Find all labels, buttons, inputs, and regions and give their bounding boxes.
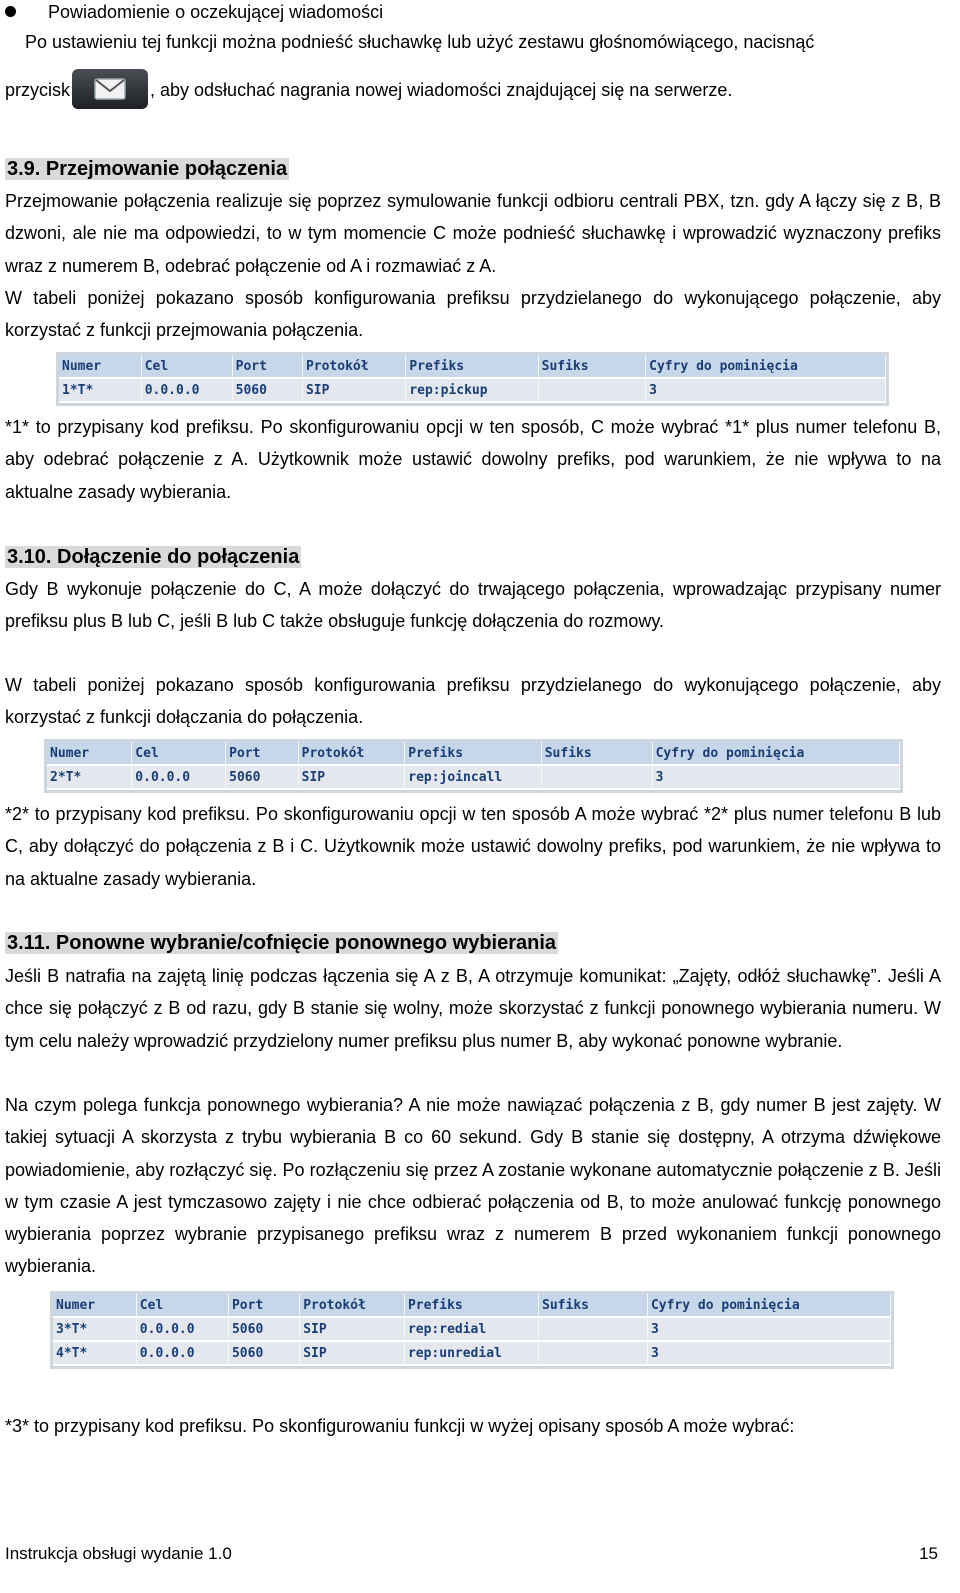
column-header: Cel	[142, 355, 233, 379]
section-3-10-paragraph-1: Gdy B wykonuje połączenie do C, A może dołączyć do trwającego połączenia, wprowadzając przypisany numer prefiksu plus B lub C, jeśli B lub C także obsługuje funkcję dołączenia do rozmowy.	[5, 579, 941, 632]
table-cell: rep:pickup	[406, 379, 538, 403]
column-header: Numer	[59, 355, 142, 379]
column-header: Protokół	[300, 1294, 405, 1318]
table-cell: 5060	[229, 1318, 300, 1342]
table-cell: 0.0.0.0	[132, 766, 226, 790]
table-cell: SIP	[300, 1318, 405, 1342]
table-cell	[539, 379, 647, 403]
table-cell: 3	[653, 766, 900, 790]
table-cell: SIP	[299, 766, 406, 790]
section-3-11-paragraph-1: Jeśli B natrafia na zajętą linię podczas łączenia się A z B, A otrzymuje komunikat: „Zajęty, odłóż słuchawkę”. Jeśli A chce się połączyć z B od razu, gdy B stanie się wolny, może skorzystać z funkcji ponownego wybierania numeru. W tym celu należy wprowadzić przydzielony numer prefiksu plus numer B, aby wykonać ponowne wybranie.	[5, 966, 941, 1051]
table-cell: 3	[648, 1318, 891, 1342]
table-header-row	[47, 742, 900, 766]
page-number: 15	[919, 1544, 938, 1563]
config-table-redial	[50, 1291, 894, 1369]
table-cell: 5060	[229, 1342, 300, 1366]
table-cell: 3	[646, 379, 886, 403]
bullet-icon	[5, 6, 16, 17]
voicemail-button	[72, 69, 148, 109]
table-header-row	[53, 1294, 891, 1318]
column-header: Protokół	[299, 742, 406, 766]
footer-title: Instrukcja obsługi wydanie 1.0	[5, 1544, 232, 1563]
table	[47, 742, 900, 790]
table-cell: 3	[648, 1342, 891, 1366]
table-header-row	[59, 355, 886, 379]
config-table-pickup	[56, 352, 889, 406]
section-3-9-paragraph-3: *1* to przypisany kod prefiksu. Po skonfigurowaniu opcji w ten sposób, C może wybrać *1* plus numer telefonu B, aby odebrać połączenie z A. Użytkownik może ustawić dowolny prefiks, pod warunkiem, że nie wpływa to na aktualne zasady wybierania.	[5, 417, 941, 502]
section-3-10-paragraph-2: W tabeli poniżej pokazano sposób konfigurowania prefiksu przydzielanego do wykonującego połączenie, aby korzystać z funkcji dołączania do połączenia.	[5, 675, 941, 728]
section-3-10-paragraph-3: *2* to przypisany kod prefiksu. Po skonfigurowaniu opcji w ten sposób A może wybrać *2* plus numer telefonu B lub C, aby dołączyć do połączenia z B i C. Użytkownik może ustawić dowolny prefiks, pod warunkiem, że nie wpływa to na aktualne zasady wybierania.	[5, 804, 941, 889]
notification-line2-before: przycisk	[5, 80, 71, 100]
column-header: Cel	[137, 1294, 229, 1318]
column-header: Port	[229, 1294, 300, 1318]
column-header: Prefiks	[405, 1294, 539, 1318]
table-cell: rep:redial	[405, 1318, 539, 1342]
table-cell: 1*T*	[59, 379, 142, 403]
column-header: Sufiks	[539, 355, 647, 379]
table-cell: rep:unredial	[405, 1342, 539, 1366]
column-header: Numer	[53, 1294, 137, 1318]
section-3-9-heading: 3.9. Przejmowanie połączenia	[7, 158, 288, 180]
table-cell: 3*T*	[53, 1318, 137, 1342]
column-header: Protokół	[303, 355, 406, 379]
column-header: Cyfry do pominięcia	[646, 355, 886, 379]
section-3-9-paragraph-1: Przejmowanie połączenia realizuje się poprzez symulowanie funkcji odbioru centrali PBX, tzn. gdy A łączy się z B, B dzwoni, ale nie ma odpowiedzi, to w tym momencie C może podnieść słuchawkę i wprowadzić wyznaczony prefiks wraz z numerem B, odebrać połączenie od A i rozmawiać z A.	[5, 191, 941, 276]
notification-line2	[5, 68, 941, 112]
section-3-9-paragraph-2: W tabeli poniżej pokazano sposób konfigurowania prefiksu przydzielanego do wykonującego połączenie, aby korzystać z funkcji przejmowania połączenia.	[5, 288, 941, 341]
column-header: Port	[233, 355, 303, 379]
notification-line1: Po ustawieniu tej funkcji można podnieść słuchawkę lub użyć zestawu głośnomówiącego, nacisnąć	[25, 32, 815, 52]
section-3-10-heading: 3.10. Dołączenie do połączenia	[7, 546, 300, 568]
table-cell	[539, 1342, 648, 1366]
column-header: Cyfry do pominięcia	[648, 1294, 891, 1318]
table	[59, 355, 886, 403]
column-header: Sufiks	[542, 742, 653, 766]
notification-title: Powiadomienie o oczekującej wiadomości	[48, 2, 384, 22]
table-row	[53, 1318, 891, 1342]
table-cell: 0.0.0.0	[137, 1342, 229, 1366]
table-row	[59, 379, 886, 403]
table-row	[53, 1342, 891, 1366]
table-cell	[542, 766, 653, 790]
column-header: Cyfry do pominięcia	[653, 742, 900, 766]
table-cell: 0.0.0.0	[142, 379, 233, 403]
envelope-icon	[94, 78, 126, 100]
section-3-11-paragraph-2: Na czym polega funkcja ponownego wybierania? A nie może nawiązać połączenia z B, gdy numer B jest zajęty. W takiej sytuacji A skorzysta z trybu wybierania B co 60 sekund. Gdy B stanie się dostępny, A otrzyma dźwiękowe powiadomienie, aby rozłączyć się. Po rozłączeniu się przez A zostanie wykonane automatycznie połączenie z B. Jeśli w tym czasie A jest tymczasowo zajęty i nie chce odbierać połączenia od B, to może anulować funkcję ponownego wybierania poprzez wybranie przypisanego prefiksu wraz z numerem B przed wykonaniem funkcji ponownego wybierania.	[5, 1095, 941, 1277]
table-cell: 4*T*	[53, 1342, 137, 1366]
column-header: Numer	[47, 742, 132, 766]
table-cell: 5060	[233, 379, 303, 403]
table-cell: SIP	[300, 1342, 405, 1366]
table-cell: rep:joincall	[405, 766, 541, 790]
table-cell	[539, 1318, 648, 1342]
table-cell: 5060	[226, 766, 299, 790]
table	[53, 1294, 891, 1366]
config-table-joincall	[44, 739, 903, 793]
column-header: Port	[226, 742, 299, 766]
notification-line2-after: , aby odsłuchać nagrania nowej wiadomości znajdującej się na serwerze.	[150, 80, 733, 100]
table-cell: 0.0.0.0	[137, 1318, 229, 1342]
table-row	[47, 766, 900, 790]
section-3-11-paragraph-3: *3* to przypisany kod prefiksu. Po skonfigurowaniu funkcji w wyżej opisany sposób A może wybrać:	[5, 1416, 795, 1436]
column-header: Sufiks	[539, 1294, 648, 1318]
table-cell: 2*T*	[47, 766, 132, 790]
table-cell: SIP	[303, 379, 406, 403]
column-header: Cel	[132, 742, 226, 766]
section-3-11-heading: 3.11. Ponowne wybranie/cofnięcie ponownego wybierania	[7, 932, 557, 954]
column-header: Prefiks	[406, 355, 538, 379]
column-header: Prefiks	[405, 742, 541, 766]
